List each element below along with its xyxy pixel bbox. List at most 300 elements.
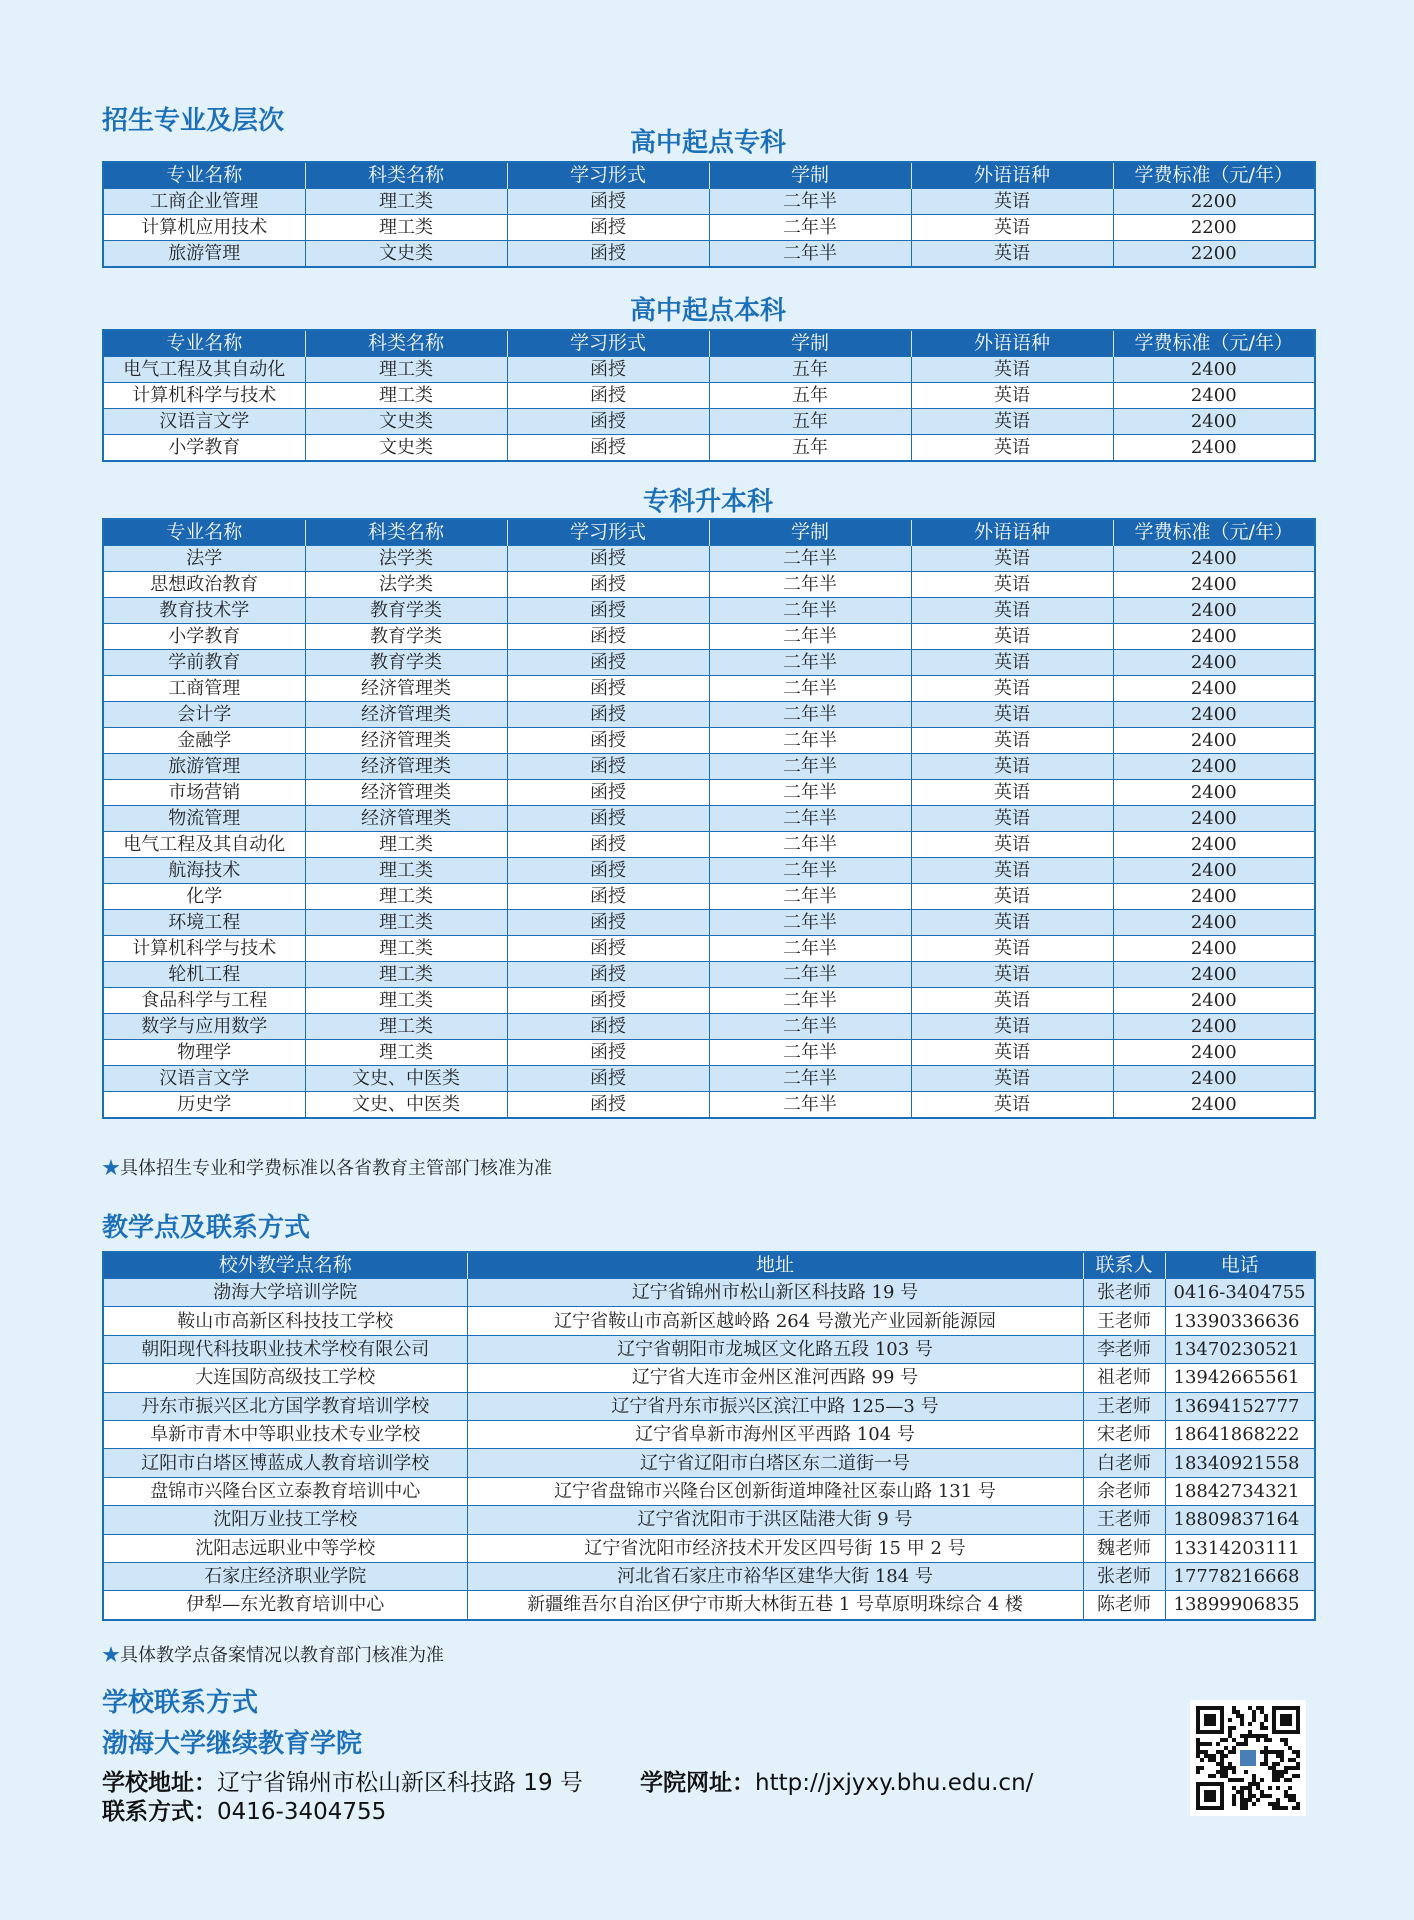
table-row <box>103 988 1315 1014</box>
table-cell: 五年 <box>709 409 911 435</box>
table-cell: 英语 <box>911 936 1113 962</box>
table-row <box>103 409 1315 435</box>
table-cell: 辽宁省辽阳市白塔区东二道街一号 <box>467 1449 1083 1477</box>
table-cell: 阜新市青木中等职业技术专业学校 <box>103 1420 467 1448</box>
table-cell: 辽宁省阜新市海州区平西路 104 号 <box>467 1420 1083 1448</box>
table-cell: 2400 <box>1113 357 1315 383</box>
table-cell: 英语 <box>911 1066 1113 1092</box>
table-cell: 小学教育 <box>103 624 305 650</box>
table-cell: 13470230521 <box>1165 1335 1315 1363</box>
table-row <box>103 910 1315 936</box>
table-cell: 张老师 <box>1083 1562 1165 1590</box>
table-cell: 陈老师 <box>1083 1591 1165 1620</box>
table-high-school-to-bachelor <box>102 329 1316 462</box>
table-cell: 轮机工程 <box>103 962 305 988</box>
table-cell: 宋老师 <box>1083 1420 1165 1448</box>
table-cell: 2400 <box>1113 1092 1315 1119</box>
col-language: 外语语种 <box>911 330 1113 357</box>
table-cell: 函授 <box>507 936 709 962</box>
col-language: 外语语种 <box>911 519 1113 546</box>
table-cell: 函授 <box>507 435 709 462</box>
col-duration: 学制 <box>709 330 911 357</box>
col-phone: 电话 <box>1165 1252 1315 1279</box>
table-row <box>103 1335 1315 1363</box>
table-cell: 汉语言文学 <box>103 409 305 435</box>
table-high-school-to-college <box>102 161 1316 268</box>
table-cell: 二年半 <box>709 910 911 936</box>
table-cell: 石家庄经济职业学院 <box>103 1562 467 1590</box>
school-phone: 联系方式：0416-3404755 <box>102 1799 387 1825</box>
table-cell: 2200 <box>1113 215 1315 241</box>
table-cell: 2400 <box>1113 676 1315 702</box>
teaching-note: ★具体教学点备案情况以教育部门核准为准 <box>102 1645 444 1666</box>
table-cell: 2400 <box>1113 650 1315 676</box>
table-cell: 2400 <box>1113 754 1315 780</box>
table-cell: 电气工程及其自动化 <box>103 357 305 383</box>
table-row <box>103 650 1315 676</box>
school-website: 学院网址：http://jxjyxy.bhu.edu.cn/ <box>640 1770 1034 1796</box>
table-cell: 函授 <box>507 728 709 754</box>
table-cell: 王老师 <box>1083 1506 1165 1534</box>
table-cell: 二年半 <box>709 572 911 598</box>
table-cell: 函授 <box>507 702 709 728</box>
table-cell: 函授 <box>507 1040 709 1066</box>
table-cell: 二年半 <box>709 780 911 806</box>
table1-title: 高中起点专科 <box>629 128 786 158</box>
table-cell: 经济管理类 <box>305 676 507 702</box>
table-cell: 理工类 <box>305 988 507 1014</box>
table-cell: 五年 <box>709 357 911 383</box>
col-category: 科类名称 <box>305 330 507 357</box>
table-cell: 二年半 <box>709 728 911 754</box>
table-cell: 2400 <box>1113 884 1315 910</box>
table-cell: 二年半 <box>709 936 911 962</box>
table-cell: 理工类 <box>305 383 507 409</box>
table-cell: 2400 <box>1113 435 1315 462</box>
table-cell: 函授 <box>507 780 709 806</box>
table-cell: 丹东市振兴区北方国学教育培训学校 <box>103 1392 467 1420</box>
table-cell: 法学类 <box>305 572 507 598</box>
table-row <box>103 1534 1315 1562</box>
table-cell: 食品科学与工程 <box>103 988 305 1014</box>
table-cell: 英语 <box>911 624 1113 650</box>
table-cell: 盘锦市兴隆台区立泰教育培训中心 <box>103 1477 467 1505</box>
programs-section-title: 招生专业及层次 <box>102 106 285 136</box>
table-row <box>103 806 1315 832</box>
table-row <box>103 1420 1315 1448</box>
table-cell: 历史学 <box>103 1092 305 1119</box>
table-cell: 教育学类 <box>305 598 507 624</box>
table-cell: 计算机科学与技术 <box>103 936 305 962</box>
col-contact-person: 联系人 <box>1083 1252 1165 1279</box>
table-cell: 2400 <box>1113 858 1315 884</box>
table-cell: 2400 <box>1113 936 1315 962</box>
table-cell: 17778216668 <box>1165 1562 1315 1590</box>
table-row <box>103 1092 1315 1119</box>
table-cell: 河北省石家庄市裕华区建华大街 184 号 <box>467 1562 1083 1590</box>
table-cell: 小学教育 <box>103 435 305 462</box>
table-cell: 沈阳志远职业中等学校 <box>103 1534 467 1562</box>
table-cell: 函授 <box>507 1066 709 1092</box>
table-cell: 教育学类 <box>305 624 507 650</box>
col-major: 专业名称 <box>103 162 305 189</box>
table-cell: 13314203111 <box>1165 1534 1315 1562</box>
table-cell: 辽宁省沈阳市经济技术开发区四号街 15 甲 2 号 <box>467 1534 1083 1562</box>
table-cell: 二年半 <box>709 702 911 728</box>
table-cell: 大连国防高级技工学校 <box>103 1364 467 1392</box>
table-cell: 18809837164 <box>1165 1506 1315 1534</box>
table-cell: 2400 <box>1113 1040 1315 1066</box>
table-cell: 函授 <box>507 910 709 936</box>
table-cell: 函授 <box>507 962 709 988</box>
table-cell: 函授 <box>507 1014 709 1040</box>
table-cell: 2200 <box>1113 189 1315 215</box>
table-cell: 理工类 <box>305 1014 507 1040</box>
table-cell: 2400 <box>1113 702 1315 728</box>
table-cell: 2400 <box>1113 832 1315 858</box>
table-cell: 二年半 <box>709 650 911 676</box>
table-cell: 五年 <box>709 383 911 409</box>
table-cell: 英语 <box>911 215 1113 241</box>
table-row <box>103 1477 1315 1505</box>
table-cell: 航海技术 <box>103 858 305 884</box>
table-cell: 辽宁省丹东市振兴区滨江中路 125—3 号 <box>467 1392 1083 1420</box>
table-row <box>103 598 1315 624</box>
table-row <box>103 1364 1315 1392</box>
table-cell: 辽宁省鞍山市高新区越岭路 264 号激光产业园新能源园 <box>467 1307 1083 1335</box>
table-cell: 二年半 <box>709 884 911 910</box>
table-cell: 文史类 <box>305 435 507 462</box>
table-row <box>103 676 1315 702</box>
table-cell: 祖老师 <box>1083 1364 1165 1392</box>
table-cell: 经济管理类 <box>305 728 507 754</box>
table-cell: 英语 <box>911 962 1113 988</box>
table-cell: 函授 <box>507 806 709 832</box>
table-row <box>103 546 1315 572</box>
table-row <box>103 189 1315 215</box>
table-cell: 文史、中医类 <box>305 1092 507 1119</box>
table-cell: 二年半 <box>709 676 911 702</box>
table-row <box>103 1506 1315 1534</box>
col-tuition: 学费标准（元/年） <box>1113 519 1315 546</box>
table-cell: 鞍山市高新区科技技工学校 <box>103 1307 467 1335</box>
table-row <box>103 962 1315 988</box>
table-cell: 理工类 <box>305 936 507 962</box>
table-cell: 思想政治教育 <box>103 572 305 598</box>
table-cell: 英语 <box>911 728 1113 754</box>
table-cell: 工商企业管理 <box>103 189 305 215</box>
table-cell: 物理学 <box>103 1040 305 1066</box>
table-cell: 伊犁—东光教育培训中心 <box>103 1591 467 1620</box>
table-cell: 函授 <box>507 409 709 435</box>
table-row <box>103 858 1315 884</box>
table-cell: 数学与应用数学 <box>103 1014 305 1040</box>
table-header-row <box>103 162 1315 189</box>
table-cell: 函授 <box>507 676 709 702</box>
table-row <box>103 215 1315 241</box>
table-cell: 五年 <box>709 435 911 462</box>
col-study-form: 学习形式 <box>507 519 709 546</box>
table-row <box>103 1066 1315 1092</box>
table-cell: 英语 <box>911 910 1113 936</box>
table-cell: 白老师 <box>1083 1449 1165 1477</box>
table-row <box>103 572 1315 598</box>
qr-code-icon <box>1190 1700 1306 1816</box>
table-cell: 2400 <box>1113 572 1315 598</box>
table-cell: 二年半 <box>709 988 911 1014</box>
table-cell: 英语 <box>911 1092 1113 1119</box>
table-cell: 二年半 <box>709 1014 911 1040</box>
col-point-name: 校外教学点名称 <box>103 1252 467 1279</box>
table-cell: 二年半 <box>709 241 911 268</box>
table-cell: 教育技术学 <box>103 598 305 624</box>
table-cell: 理工类 <box>305 1040 507 1066</box>
table-cell: 英语 <box>911 435 1113 462</box>
table-cell: 理工类 <box>305 962 507 988</box>
table-cell: 函授 <box>507 1092 709 1119</box>
table-cell: 二年半 <box>709 189 911 215</box>
table-cell: 英语 <box>911 780 1113 806</box>
table-cell: 2400 <box>1113 780 1315 806</box>
table-row <box>103 624 1315 650</box>
table-row <box>103 383 1315 409</box>
table-cell: 18842734321 <box>1165 1477 1315 1505</box>
table-cell: 英语 <box>911 546 1113 572</box>
table-cell: 函授 <box>507 215 709 241</box>
table-cell: 英语 <box>911 357 1113 383</box>
table-cell: 函授 <box>507 858 709 884</box>
table-cell: 化学 <box>103 884 305 910</box>
table-cell: 英语 <box>911 409 1113 435</box>
col-tuition: 学费标准（元/年） <box>1113 162 1315 189</box>
table-row <box>103 754 1315 780</box>
table-cell: 2400 <box>1113 598 1315 624</box>
table-cell: 法学 <box>103 546 305 572</box>
table-cell: 渤海大学培训学院 <box>103 1279 467 1307</box>
table-cell: 二年半 <box>709 624 911 650</box>
table-header-row <box>103 1252 1315 1279</box>
table-cell: 英语 <box>911 988 1113 1014</box>
table-cell: 计算机科学与技术 <box>103 383 305 409</box>
website-link[interactable]: http://jxjyxy.bhu.edu.cn/ <box>755 1770 1034 1796</box>
col-duration: 学制 <box>709 162 911 189</box>
table-cell: 函授 <box>507 988 709 1014</box>
table-cell: 文史、中医类 <box>305 1066 507 1092</box>
table-row <box>103 1562 1315 1590</box>
table-cell: 计算机应用技术 <box>103 215 305 241</box>
table-cell: 二年半 <box>709 832 911 858</box>
star-icon: ★ <box>102 1158 120 1179</box>
table-cell: 英语 <box>911 572 1113 598</box>
table-row <box>103 1307 1315 1335</box>
col-study-form: 学习形式 <box>507 162 709 189</box>
table-cell: 英语 <box>911 702 1113 728</box>
table-row <box>103 780 1315 806</box>
college-name: 渤海大学继续教育学院 <box>102 1729 363 1759</box>
table-cell: 辽阳市白塔区博蓝成人教育培训学校 <box>103 1449 467 1477</box>
col-language: 外语语种 <box>911 162 1113 189</box>
table-cell: 函授 <box>507 383 709 409</box>
table-row <box>103 884 1315 910</box>
table-cell: 余老师 <box>1083 1477 1165 1505</box>
table-cell: 英语 <box>911 884 1113 910</box>
table-row <box>103 1591 1315 1620</box>
table-row <box>103 1279 1315 1307</box>
table-cell: 朝阳现代科技职业技术学校有限公司 <box>103 1335 467 1363</box>
table-cell: 二年半 <box>709 806 911 832</box>
table-cell: 英语 <box>911 832 1113 858</box>
table-cell: 旅游管理 <box>103 241 305 268</box>
table-cell: 经济管理类 <box>305 806 507 832</box>
table-cell: 二年半 <box>709 215 911 241</box>
table-cell: 13390336636 <box>1165 1307 1315 1335</box>
col-category: 科类名称 <box>305 519 507 546</box>
table-row <box>103 357 1315 383</box>
table-cell: 沈阳万业技工学校 <box>103 1506 467 1534</box>
table-header-row <box>103 330 1315 357</box>
table-cell: 英语 <box>911 858 1113 884</box>
table-row <box>103 728 1315 754</box>
table-cell: 经济管理类 <box>305 754 507 780</box>
table-cell: 教育学类 <box>305 650 507 676</box>
table-cell: 2400 <box>1113 1066 1315 1092</box>
table-row <box>103 936 1315 962</box>
table-row <box>103 1014 1315 1040</box>
col-major: 专业名称 <box>103 519 305 546</box>
table-row <box>103 832 1315 858</box>
table-cell: 汉语言文学 <box>103 1066 305 1092</box>
table-cell: 函授 <box>507 754 709 780</box>
table-cell: 函授 <box>507 189 709 215</box>
table-cell: 2400 <box>1113 1014 1315 1040</box>
table-row <box>103 241 1315 268</box>
table-cell: 英语 <box>911 650 1113 676</box>
table-cell: 英语 <box>911 383 1113 409</box>
table-cell: 经济管理类 <box>305 780 507 806</box>
table-cell: 环境工程 <box>103 910 305 936</box>
table-cell: 张老师 <box>1083 1279 1165 1307</box>
table-cell: 2400 <box>1113 910 1315 936</box>
col-category: 科类名称 <box>305 162 507 189</box>
table-cell: 法学类 <box>305 546 507 572</box>
table-cell: 2400 <box>1113 624 1315 650</box>
table-cell: 理工类 <box>305 910 507 936</box>
teaching-points-table <box>102 1251 1316 1621</box>
table-row <box>103 1040 1315 1066</box>
table-cell: 2400 <box>1113 546 1315 572</box>
col-address: 地址 <box>467 1252 1083 1279</box>
table-cell: 辽宁省大连市金州区淮河西路 99 号 <box>467 1364 1083 1392</box>
table-cell: 新疆维吾尔自治区伊宁市斯大林街五巷 1 号草原明珠综合 4 楼 <box>467 1591 1083 1620</box>
table-cell: 二年半 <box>709 962 911 988</box>
table-cell: 2200 <box>1113 241 1315 268</box>
table-cell: 函授 <box>507 624 709 650</box>
table-cell: 魏老师 <box>1083 1534 1165 1562</box>
table-cell: 18340921558 <box>1165 1449 1315 1477</box>
table-cell: 王老师 <box>1083 1307 1165 1335</box>
table-cell: 经济管理类 <box>305 702 507 728</box>
table-cell: 2400 <box>1113 988 1315 1014</box>
table-cell: 英语 <box>911 1040 1113 1066</box>
table-college-to-bachelor <box>102 518 1316 1119</box>
table-cell: 18641868222 <box>1165 1420 1315 1448</box>
col-major: 专业名称 <box>103 330 305 357</box>
qr-code-graphic <box>1196 1706 1300 1810</box>
table-cell: 2400 <box>1113 409 1315 435</box>
table-cell: 函授 <box>507 884 709 910</box>
table-cell: 2400 <box>1113 383 1315 409</box>
table-cell: 二年半 <box>709 1092 911 1119</box>
table-cell: 辽宁省沈阳市于洪区陆港大街 9 号 <box>467 1506 1083 1534</box>
table-cell: 英语 <box>911 806 1113 832</box>
table-cell: 2400 <box>1113 962 1315 988</box>
table-cell: 二年半 <box>709 546 911 572</box>
table-row <box>103 1449 1315 1477</box>
table-cell: 理工类 <box>305 215 507 241</box>
table-cell: 13899906835 <box>1165 1591 1315 1620</box>
col-tuition: 学费标准（元/年） <box>1113 330 1315 357</box>
table-cell: 英语 <box>911 598 1113 624</box>
table-cell: 辽宁省朝阳市龙城区文化路五段 103 号 <box>467 1335 1083 1363</box>
table-cell: 二年半 <box>709 858 911 884</box>
table-row <box>103 1392 1315 1420</box>
teaching-section-title: 教学点及联系方式 <box>102 1213 311 1243</box>
table-cell: 物流管理 <box>103 806 305 832</box>
table-cell: 函授 <box>507 832 709 858</box>
table-cell: 英语 <box>911 189 1113 215</box>
table-cell: 李老师 <box>1083 1335 1165 1363</box>
star-icon: ★ <box>102 1645 120 1666</box>
table-cell: 二年半 <box>709 598 911 624</box>
table-cell: 函授 <box>507 546 709 572</box>
table-header-row <box>103 519 1315 546</box>
table-cell: 英语 <box>911 676 1113 702</box>
table-cell: 英语 <box>911 754 1113 780</box>
table-cell: 函授 <box>507 357 709 383</box>
table-cell: 二年半 <box>709 1040 911 1066</box>
table-cell: 电气工程及其自动化 <box>103 832 305 858</box>
table-cell: 理工类 <box>305 189 507 215</box>
school-section-title: 学校联系方式 <box>102 1688 259 1718</box>
table-cell: 学前教育 <box>103 650 305 676</box>
school-address: 学校地址：辽宁省锦州市松山新区科技路 19 号 <box>102 1770 583 1796</box>
table3-title: 专科升本科 <box>642 487 773 517</box>
table2-title: 高中起点本科 <box>629 296 786 326</box>
table-row <box>103 702 1315 728</box>
table-cell: 市场营销 <box>103 780 305 806</box>
col-duration: 学制 <box>709 519 911 546</box>
table-cell: 函授 <box>507 241 709 268</box>
table-row <box>103 435 1315 462</box>
table-cell: 英语 <box>911 241 1113 268</box>
table-cell: 二年半 <box>709 754 911 780</box>
table-cell: 旅游管理 <box>103 754 305 780</box>
table-cell: 理工类 <box>305 832 507 858</box>
table-cell: 0416-3404755 <box>1165 1279 1315 1307</box>
table-cell: 理工类 <box>305 884 507 910</box>
table-cell: 英语 <box>911 1014 1113 1040</box>
table-cell: 辽宁省锦州市松山新区科技路 19 号 <box>467 1279 1083 1307</box>
table-cell: 2400 <box>1113 806 1315 832</box>
table-cell: 王老师 <box>1083 1392 1165 1420</box>
table-cell: 函授 <box>507 572 709 598</box>
table-cell: 13694152777 <box>1165 1392 1315 1420</box>
table-cell: 2400 <box>1113 728 1315 754</box>
col-study-form: 学习形式 <box>507 330 709 357</box>
table-cell: 文史类 <box>305 241 507 268</box>
table-cell: 13942665561 <box>1165 1364 1315 1392</box>
table-cell: 金融学 <box>103 728 305 754</box>
